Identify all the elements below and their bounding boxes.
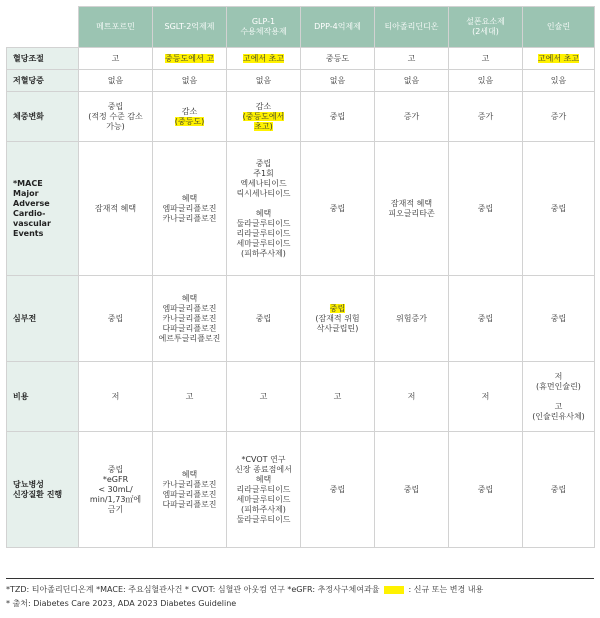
cell-line xyxy=(229,179,298,189)
cell-line xyxy=(377,76,446,86)
drug-comparison-table xyxy=(6,6,595,548)
cell-text: 중립 xyxy=(107,101,124,111)
cell-text: (인슐린유사체) xyxy=(532,411,585,421)
cell-line xyxy=(155,334,224,344)
table-cell xyxy=(153,92,227,142)
cell-text: 카나글리플로진 xyxy=(162,313,217,323)
row-header xyxy=(7,48,79,70)
row-header-text: Cardio- xyxy=(13,208,46,218)
cell-text: 중립 xyxy=(107,313,124,323)
cell-line xyxy=(81,505,150,515)
cell-text: 고 xyxy=(407,53,416,63)
table-cell xyxy=(79,432,153,548)
cell-text: 중립 xyxy=(255,158,272,168)
cell-line xyxy=(81,465,150,475)
cell-text: 다파글리플로진 xyxy=(162,499,217,509)
cell-text: 다파글리플로진 xyxy=(162,323,217,333)
row-header-text: 심부전 xyxy=(13,313,37,323)
cell-text: 신장 종료점에서 xyxy=(235,464,292,474)
cell-text: 중립 xyxy=(403,484,420,494)
table-cell xyxy=(79,142,153,276)
cell-text: 중립 xyxy=(329,111,346,121)
cell-line xyxy=(229,169,298,179)
cell-line xyxy=(155,324,224,334)
table-cell xyxy=(449,432,523,548)
cell-line xyxy=(229,112,298,122)
cell-line xyxy=(229,239,298,249)
cell-text: 잠재적 혜택 xyxy=(94,203,137,213)
cell-text: 세마글루티이드 xyxy=(236,494,291,504)
table-cell xyxy=(375,432,449,548)
corner-cell xyxy=(7,7,79,48)
cell-text: 삭사글립틴) xyxy=(316,323,359,333)
cell-text: 주1회 xyxy=(253,168,274,178)
table-cell xyxy=(153,142,227,276)
cell-line xyxy=(303,112,372,122)
table-row xyxy=(7,142,595,276)
row-header-text: Events xyxy=(13,228,44,238)
cell-text: 없음 xyxy=(181,75,198,85)
cell-text: 혜택 xyxy=(181,193,198,203)
table-row xyxy=(7,92,595,142)
cell-text: 없음 xyxy=(107,75,124,85)
highlighted-text: 중립 xyxy=(329,303,346,313)
cell-line xyxy=(451,76,520,86)
cell-line xyxy=(525,112,592,122)
cell-text: 저 xyxy=(407,391,416,401)
table-cell xyxy=(449,142,523,276)
highlighted-text: 고에서 초고 xyxy=(242,53,285,63)
cell-line xyxy=(229,485,298,495)
cell-line xyxy=(155,194,224,204)
cell-line xyxy=(155,392,224,402)
table-cell xyxy=(449,276,523,362)
column-header xyxy=(153,7,227,48)
cell-text xyxy=(262,199,265,208)
cell-line xyxy=(377,54,446,64)
cell-line xyxy=(81,122,150,132)
table-cell xyxy=(523,276,595,362)
table-cell xyxy=(523,70,595,92)
cell-text: (피하주사제) xyxy=(241,504,286,514)
cell-text: 고 xyxy=(481,53,490,63)
cell-text: 고 xyxy=(259,391,268,401)
cell-text: 저 xyxy=(554,371,563,381)
cell-line xyxy=(377,314,446,324)
cell-line xyxy=(303,324,372,334)
cell-text: 중립 xyxy=(329,203,346,213)
cell-text: 피오글리타존 xyxy=(388,208,435,218)
header-row xyxy=(7,7,595,48)
cell-text: 엠파글리플로진 xyxy=(162,489,217,499)
table-cell xyxy=(301,276,375,362)
table-cell xyxy=(523,92,595,142)
cell-text: 중립 xyxy=(329,484,346,494)
table-cell xyxy=(227,142,301,276)
cell-line xyxy=(81,475,150,485)
cell-text: 둘라글루티이드 xyxy=(236,514,291,524)
table-cell xyxy=(227,48,301,70)
cell-line xyxy=(229,505,298,515)
table-cell xyxy=(523,362,595,432)
table-cell xyxy=(153,276,227,362)
cell-line xyxy=(229,54,298,64)
cell-text: 카나글리플로진 xyxy=(162,213,217,223)
cell-text: 엠파글리플로진 xyxy=(162,303,217,313)
cell-text: 중립 xyxy=(477,313,494,323)
cell-text: 중립 xyxy=(255,313,272,323)
highlighted-text: 중등도에서 고 xyxy=(165,53,214,63)
cell-line xyxy=(229,199,298,209)
cell-text: (잠재적 위험 xyxy=(315,313,360,323)
footer-divider xyxy=(6,578,594,579)
table-cell xyxy=(153,48,227,70)
footnote-line-1 xyxy=(6,583,594,597)
cell-text: 중립 xyxy=(477,484,494,494)
cell-text: *CVOT 연구 xyxy=(241,454,286,464)
cell-text: 없음 xyxy=(329,75,346,85)
column-header-text: DPP-4억제제 xyxy=(314,22,361,31)
cell-line xyxy=(155,470,224,480)
column-header-text: 설폰요소제 xyxy=(466,17,505,26)
row-header-text: 신장질환 진행 xyxy=(13,489,63,499)
cell-line xyxy=(229,515,298,525)
cell-line xyxy=(155,490,224,500)
cell-text: *eGFR xyxy=(102,474,129,484)
cell-line xyxy=(525,392,592,402)
cell-line xyxy=(303,485,372,495)
highlighted-text: 고에서 초고 xyxy=(537,53,580,63)
cell-line xyxy=(303,392,372,402)
cell-text: 위험증가 xyxy=(396,313,427,323)
cell-line xyxy=(229,475,298,485)
highlighted-text: (중등도) xyxy=(174,116,205,126)
cell-line xyxy=(155,304,224,314)
table-cell xyxy=(375,70,449,92)
cell-line xyxy=(155,76,224,86)
table-cell xyxy=(79,70,153,92)
cell-line xyxy=(155,500,224,510)
cell-text: 엑세나티이드 xyxy=(240,178,287,188)
cell-text: 고 xyxy=(554,401,563,411)
table-cell xyxy=(301,48,375,70)
footnote-abbreviations: *TZD: 티아졸리딘디온계 *MACE: 주요심혈관사건 * CVOT: 심혈관 아웃컴 연구 *eGFR: 추정사구체여과율 xyxy=(6,585,380,594)
cell-line xyxy=(451,314,520,324)
cell-line xyxy=(81,76,150,86)
cell-line xyxy=(229,455,298,465)
cell-line xyxy=(303,304,372,314)
cell-line xyxy=(81,495,150,505)
table-body xyxy=(7,48,595,548)
cell-text: 있음 xyxy=(477,75,494,85)
cell-line xyxy=(155,294,224,304)
cell-line xyxy=(525,54,592,64)
table-row xyxy=(7,70,595,92)
cell-text: 중립 xyxy=(477,203,494,213)
cell-text: 없음 xyxy=(255,75,272,85)
row-header xyxy=(7,70,79,92)
cell-line xyxy=(155,480,224,490)
cell-line xyxy=(229,495,298,505)
cell-line xyxy=(525,382,592,392)
cell-line xyxy=(525,485,592,495)
table-cell xyxy=(449,48,523,70)
table-cell xyxy=(227,276,301,362)
table-cell xyxy=(375,48,449,70)
cell-text: 고 xyxy=(333,391,342,401)
cell-text: 혜택 xyxy=(255,474,272,484)
cell-line xyxy=(229,76,298,86)
cell-text: 리라글루티이드 xyxy=(236,484,291,494)
cell-line xyxy=(303,54,372,64)
table-cell xyxy=(301,432,375,548)
cell-line xyxy=(81,314,150,324)
column-header-text: 티아졸리딘디온 xyxy=(384,22,439,31)
table-cell xyxy=(79,362,153,432)
table-row xyxy=(7,48,595,70)
cell-text: (휴먼인슐린) xyxy=(536,381,581,391)
cell-text: 저 xyxy=(481,391,490,401)
cell-line xyxy=(81,485,150,495)
column-header xyxy=(375,7,449,48)
table-cell xyxy=(153,432,227,548)
footnote-line-2: * 출처: Diabetes Care 2023, ADA 2023 Diabetes Guideline xyxy=(6,599,237,608)
column-header xyxy=(449,7,523,48)
row-header-text: 체중변화 xyxy=(13,111,44,121)
row-header xyxy=(7,92,79,142)
cell-line xyxy=(229,465,298,475)
row-header-text: *MACE xyxy=(13,178,43,188)
table-cell xyxy=(523,142,595,276)
footnote-highlight-meaning: : 신규 또는 변경 내용 xyxy=(408,585,484,594)
table-cell xyxy=(523,432,595,548)
cell-line xyxy=(229,392,298,402)
cell-line xyxy=(451,54,520,64)
cell-line xyxy=(377,199,446,209)
table-cell xyxy=(227,432,301,548)
row-header-text: 비용 xyxy=(13,391,29,401)
column-header-text: GLP-1 xyxy=(251,17,276,26)
row-header-text: 혈당조절 xyxy=(13,53,44,63)
row-header xyxy=(7,362,79,432)
cell-line xyxy=(451,204,520,214)
cell-line xyxy=(229,219,298,229)
table-cell xyxy=(523,48,595,70)
cell-line xyxy=(451,485,520,495)
row-header-text: Major xyxy=(13,188,39,198)
cell-line xyxy=(155,54,224,64)
cell-text: 카나글리플로진 xyxy=(162,479,217,489)
cell-line xyxy=(377,392,446,402)
column-header xyxy=(227,7,301,48)
column-header-text: 인슐린 xyxy=(546,22,571,31)
column-header-text: 메트포르민 xyxy=(96,22,135,31)
cell-line xyxy=(303,76,372,86)
table-cell xyxy=(449,92,523,142)
cell-line xyxy=(229,189,298,199)
cell-line xyxy=(229,249,298,259)
table-cell xyxy=(375,92,449,142)
cell-text: 중등도 xyxy=(325,53,350,63)
footnotes xyxy=(6,578,594,611)
table-cell xyxy=(227,362,301,432)
cell-line xyxy=(155,107,224,117)
cell-line xyxy=(303,204,372,214)
cell-line xyxy=(155,204,224,214)
column-header xyxy=(301,7,375,48)
table-cell xyxy=(375,276,449,362)
column-header-text: SGLT-2억제제 xyxy=(164,22,215,31)
table-cell xyxy=(79,92,153,142)
cell-line xyxy=(155,117,224,127)
cell-text: 가능) xyxy=(106,121,125,131)
cell-text: 혜택 xyxy=(181,293,198,303)
cell-line xyxy=(229,229,298,239)
table-cell xyxy=(153,70,227,92)
cell-text: 저 xyxy=(111,391,120,401)
cell-line xyxy=(81,204,150,214)
table-cell xyxy=(153,362,227,432)
cell-line xyxy=(229,159,298,169)
cell-text: 증가 xyxy=(403,111,420,121)
cell-text: 중립 xyxy=(550,313,567,323)
table-cell xyxy=(79,48,153,70)
cell-text: < 30mL/ xyxy=(98,484,133,494)
cell-text: 잠재적 혜택 xyxy=(390,198,433,208)
cell-text: 리라글루티이드 xyxy=(236,228,291,238)
table-cell xyxy=(449,362,523,432)
cell-line xyxy=(229,314,298,324)
cell-text: 둘라글루티이드 xyxy=(236,218,291,228)
cell-line xyxy=(525,372,592,382)
table-cell xyxy=(301,362,375,432)
table-cell xyxy=(375,142,449,276)
cell-line xyxy=(377,485,446,495)
row-header xyxy=(7,432,79,548)
cell-line xyxy=(229,209,298,219)
cell-line xyxy=(303,314,372,324)
cell-line xyxy=(229,122,298,132)
cell-line xyxy=(229,102,298,112)
table-row xyxy=(7,362,595,432)
column-header xyxy=(79,7,153,48)
cell-line xyxy=(155,214,224,224)
column-header xyxy=(523,7,595,48)
table-row xyxy=(7,276,595,362)
cell-line xyxy=(377,209,446,219)
highlight-legend-swatch xyxy=(384,586,404,594)
table-cell xyxy=(449,70,523,92)
cell-text: 없음 xyxy=(403,75,420,85)
cell-text: 증가 xyxy=(550,111,567,121)
table-cell xyxy=(301,142,375,276)
cell-text xyxy=(557,392,560,401)
cell-text: 엠파글리플로진 xyxy=(162,203,217,213)
table-row xyxy=(7,432,595,548)
row-header-text: Adverse xyxy=(13,198,50,208)
table-cell xyxy=(301,70,375,92)
cell-text: 중립 xyxy=(550,203,567,213)
cell-text: 고 xyxy=(111,53,120,63)
cell-text: 중립 xyxy=(550,484,567,494)
cell-line xyxy=(451,112,520,122)
table-cell xyxy=(227,70,301,92)
row-header-text: 저혈당증 xyxy=(13,75,44,85)
row-header-text: 당뇨병성 xyxy=(13,479,44,489)
cell-line xyxy=(81,102,150,112)
cell-text: 있음 xyxy=(550,75,567,85)
cell-line xyxy=(525,204,592,214)
column-header-text: 수용체작용제 xyxy=(240,27,287,36)
column-header-text: (2세대) xyxy=(472,27,499,36)
row-header-text: vascular xyxy=(13,218,51,228)
cell-line xyxy=(155,314,224,324)
highlighted-text: (중등도에서 xyxy=(242,111,285,121)
cell-text: 세마글루티이드 xyxy=(236,238,291,248)
cell-line xyxy=(81,392,150,402)
cell-line xyxy=(525,402,592,412)
cell-line xyxy=(377,112,446,122)
cell-text: 금기 xyxy=(107,504,124,514)
cell-line xyxy=(81,112,150,122)
cell-line xyxy=(525,314,592,324)
cell-text: 감소 xyxy=(181,106,198,116)
row-header xyxy=(7,142,79,276)
table-cell xyxy=(227,92,301,142)
cell-line xyxy=(525,76,592,86)
cell-text: 혜택 xyxy=(255,208,272,218)
cell-text: (적정 수준 감소 xyxy=(88,111,143,121)
cell-text: 릭시세나티이드 xyxy=(236,188,291,198)
cell-line xyxy=(525,412,592,422)
row-header xyxy=(7,276,79,362)
cell-text: (피하주사제) xyxy=(241,248,286,258)
cell-line xyxy=(451,392,520,402)
table-cell xyxy=(79,276,153,362)
cell-text: 에르투글리플로진 xyxy=(158,333,221,343)
cell-text: 중립 xyxy=(107,464,124,474)
table-cell xyxy=(375,362,449,432)
cell-text: 증가 xyxy=(477,111,494,121)
cell-text: 혜택 xyxy=(181,469,198,479)
cell-text: 고 xyxy=(185,391,194,401)
cell-text: min/1,73㎡에 xyxy=(89,494,142,504)
table-cell xyxy=(301,92,375,142)
cell-text: 감소 xyxy=(255,101,272,111)
cell-line xyxy=(81,54,150,64)
highlighted-text: 초고) xyxy=(254,121,273,131)
